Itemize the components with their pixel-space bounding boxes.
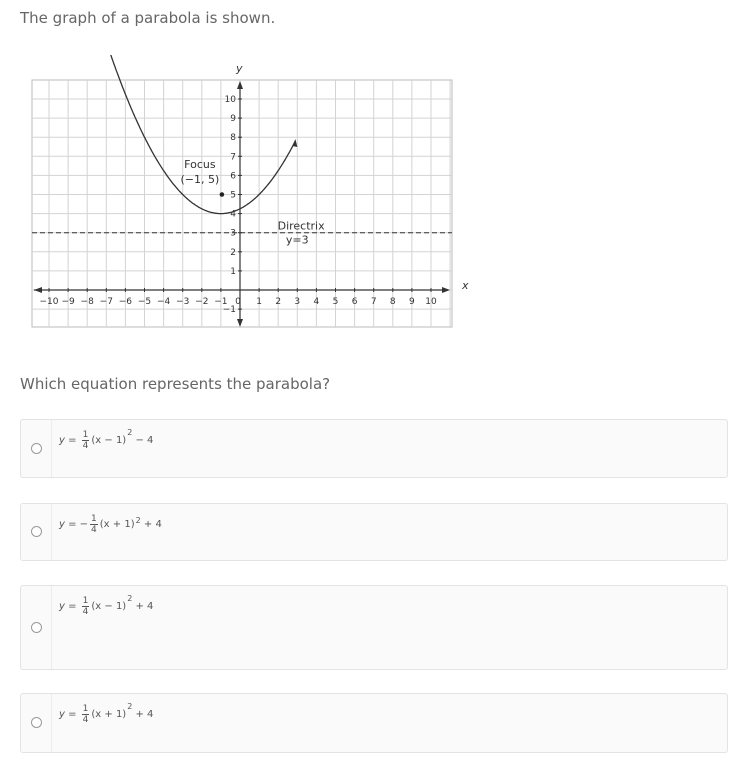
eq-exponent: 2 xyxy=(127,428,133,437)
choice-equation xyxy=(59,514,162,535)
eq-tail: − 4 xyxy=(132,435,154,446)
answer-choice-a[interactable] xyxy=(20,419,728,478)
eq-num: 1 xyxy=(82,704,89,714)
eq-den: 4 xyxy=(82,441,89,451)
radio-column xyxy=(21,694,52,752)
question-prompt: The graph of a parabola is shown. xyxy=(20,9,276,27)
y-tick-label: −1 xyxy=(222,305,236,316)
eq-lead: y = xyxy=(59,435,80,446)
y-tick-label: 2 xyxy=(230,247,236,258)
y-tick-label: 5 xyxy=(230,190,236,201)
eq-inner: (x − 1) xyxy=(91,601,127,612)
x-axis-arrow-left xyxy=(34,287,42,293)
x-tick-label: 0 xyxy=(235,297,241,307)
radio-button-icon[interactable] xyxy=(31,443,42,454)
eq-inner: (x + 1) xyxy=(91,709,127,720)
answer-choice-c[interactable] xyxy=(20,585,728,670)
eq-num: 1 xyxy=(82,430,89,440)
y-tick-label: 8 xyxy=(230,133,236,144)
radio-button-icon[interactable] xyxy=(31,526,42,537)
x-tick-label: −3 xyxy=(176,297,190,307)
eq-den: 4 xyxy=(82,607,89,617)
answer-choice-d[interactable] xyxy=(20,693,728,753)
directrix-equation-label: y=3 xyxy=(285,233,309,247)
x-axis-label: x xyxy=(462,279,469,292)
parabola-arrow-right xyxy=(292,139,297,147)
eq-exponent: 2 xyxy=(135,516,141,525)
radio-column xyxy=(21,504,52,560)
y-tick-label: 4 xyxy=(230,209,236,220)
choice-equation xyxy=(59,430,153,451)
y-axis-label: y xyxy=(236,62,243,75)
y-tick-label: 6 xyxy=(230,171,236,182)
focus-label: Focus xyxy=(184,157,216,171)
x-tick-label: 10 xyxy=(425,297,437,307)
x-tick-label: 8 xyxy=(389,297,396,307)
x-tick-label: −4 xyxy=(156,297,171,307)
x-tick-label: −5 xyxy=(137,297,152,307)
x-tick-label: −6 xyxy=(118,297,133,307)
eq-tail: + 4 xyxy=(132,709,154,720)
eq-den: 4 xyxy=(82,715,89,725)
eq-tail: + 4 xyxy=(140,519,162,530)
parabola-graph xyxy=(20,55,470,345)
y-tick-label: 10 xyxy=(224,95,236,105)
eq-fraction xyxy=(82,704,90,725)
eq-fraction xyxy=(90,514,98,535)
radio-column xyxy=(21,420,52,477)
focus-coordinates-label: (−1, 5) xyxy=(180,173,220,187)
x-axis-arrow-right xyxy=(442,287,450,293)
x-tick-label: 7 xyxy=(370,297,377,307)
eq-lead: y = − xyxy=(59,519,89,530)
eq-num: 1 xyxy=(91,514,97,524)
answer-choice-b[interactable] xyxy=(20,503,728,561)
eq-fraction xyxy=(82,430,90,451)
eq-lead: y = xyxy=(59,601,80,612)
x-tick-label: 3 xyxy=(294,297,301,307)
x-tick-label: −7 xyxy=(99,297,113,307)
y-axis-arrow-up xyxy=(237,81,243,89)
x-tick-label: 9 xyxy=(409,297,415,307)
radio-button-icon[interactable] xyxy=(31,717,42,728)
eq-den: 4 xyxy=(91,525,97,535)
x-tick-label: 5 xyxy=(332,297,339,307)
x-tick-label: −8 xyxy=(80,297,94,307)
focus-point xyxy=(220,192,225,197)
x-tick-label: 1 xyxy=(256,297,262,307)
eq-tail: + 4 xyxy=(132,601,154,612)
x-tick-label: −2 xyxy=(195,297,209,307)
x-tick-label: 2 xyxy=(275,297,282,307)
x-tick-label: −9 xyxy=(61,297,75,307)
eq-fraction xyxy=(82,596,90,617)
eq-exponent: 2 xyxy=(127,702,133,711)
eq-inner: (x + 1) xyxy=(99,519,135,530)
x-tick-label: 4 xyxy=(313,297,320,307)
y-tick-label: 3 xyxy=(230,228,236,239)
eq-inner: (x − 1) xyxy=(91,435,127,446)
y-axis-arrow-down xyxy=(237,319,243,327)
radio-column xyxy=(21,586,52,669)
x-tick-label: 6 xyxy=(351,297,358,307)
x-tick-label: −1 xyxy=(214,297,228,307)
y-tick-label: 1 xyxy=(230,266,236,277)
eq-lead: y = xyxy=(59,709,80,720)
y-tick-label: 9 xyxy=(230,114,236,125)
radio-button-icon[interactable] xyxy=(31,622,42,633)
choice-equation xyxy=(59,704,153,725)
question-text: Which equation represents the parabola? xyxy=(20,375,331,393)
y-tick-label: 7 xyxy=(230,152,236,163)
graph-svg xyxy=(20,55,470,345)
eq-num: 1 xyxy=(82,596,89,606)
choice-equation xyxy=(59,596,153,617)
eq-exponent: 2 xyxy=(127,594,133,603)
directrix-label: Directrix xyxy=(277,219,325,233)
x-tick-label: −10 xyxy=(39,297,59,307)
